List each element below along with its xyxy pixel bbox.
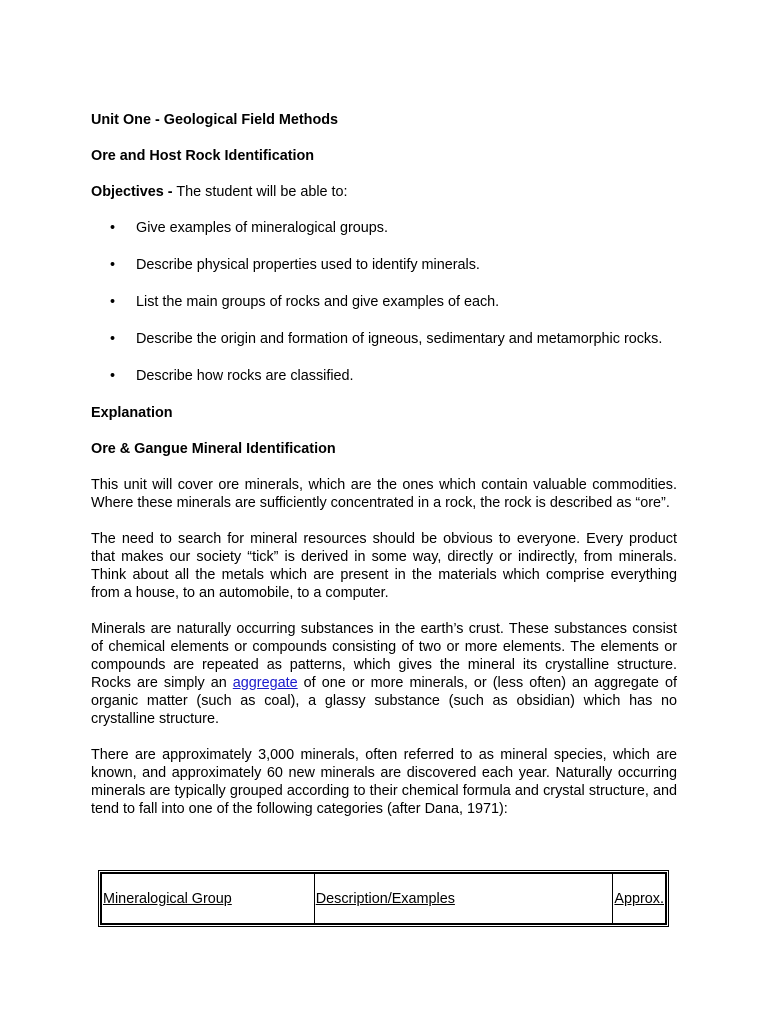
objective-text: List the main groups of rocks and give examples of each. — [136, 294, 500, 310]
objectives-label: Objectives - — [91, 184, 173, 200]
header-mineralogical-group: Mineralogical Group — [102, 874, 315, 924]
table-header-row — [102, 874, 666, 924]
section-title: Ore and Host Rock Identification — [91, 148, 315, 164]
paragraph-ore-minerals: This unit will cover ore minerals, which are the ones which contain valuable commodities. Where these minerals are sufficiently concentrated in a rock, the rock is described as “ore”. — [91, 477, 677, 511]
document-body — [91, 111, 677, 836]
objective-item — [91, 367, 677, 385]
objective-text: Describe physical properties used to identify minerals. — [136, 257, 480, 273]
objective-item — [91, 219, 677, 237]
header-approx: Approx. — [613, 874, 666, 924]
explanation-heading: Explanation — [91, 405, 173, 421]
unit-title: Unit One - Geological Field Methods — [91, 112, 339, 128]
objectives-intro: The student will be able to: — [172, 184, 348, 200]
mineral-groups-table — [98, 870, 669, 927]
mineral-groups-table-grid — [101, 873, 666, 924]
objective-item — [91, 330, 677, 348]
para3-text-before: Minerals are naturally occurring substances in the earth’s crust. These substances consist of chemical elements or compounds consisting of two or more elements. The elements or compounds are repeated as patterns, which gives the mineral its crystalline structure. Rocks are simply an — [91, 621, 677, 691]
paragraph-mineral-resources: The need to search for mineral resources should be obvious to everyone. Every product that makes our society “tick” is derived in some way, directly or indirectly, from minerals. Think about all the metals which are present in the materials which comprise everything from a house, to an automobile, to a computer. — [91, 531, 677, 601]
header-description-examples: Description/Examples — [314, 874, 613, 924]
objective-text: Describe the origin and formation of igneous, sedimentary and metamorphic rocks. — [136, 331, 663, 347]
objective-text: Describe how rocks are classified. — [136, 368, 354, 384]
objectives-line — [91, 183, 677, 201]
paragraph-mineral-species: There are approximately 3,000 minerals, often referred to as mineral species, which are known, and approximately 60 new minerals are discovered each year. Naturally occurring minerals are typically grouped according to their chemical formula and crystal structure, and tend to fall into one of the following categories (after Dana, 1971): — [91, 747, 677, 817]
gangue-heading: Ore & Gangue Mineral Identification — [91, 441, 336, 457]
objectives-list — [91, 219, 677, 385]
bullet-icon: • — [110, 331, 116, 347]
paragraph-minerals-definition — [91, 620, 677, 728]
objective-item — [91, 256, 677, 274]
objective-item — [91, 293, 677, 311]
objective-text: Give examples of mineralogical groups. — [136, 220, 388, 236]
bullet-icon: • — [110, 257, 116, 273]
aggregate-link[interactable]: aggregate — [232, 675, 298, 691]
bullet-icon: • — [110, 294, 116, 310]
bullet-icon: • — [110, 220, 116, 236]
para3-text-after: of one or more minerals, or (less often) an aggregate of organic matter (such as coal), a glassy substance (such as obsidian) which has no crystalline structure. — [91, 675, 677, 727]
bullet-icon: • — [110, 368, 116, 384]
